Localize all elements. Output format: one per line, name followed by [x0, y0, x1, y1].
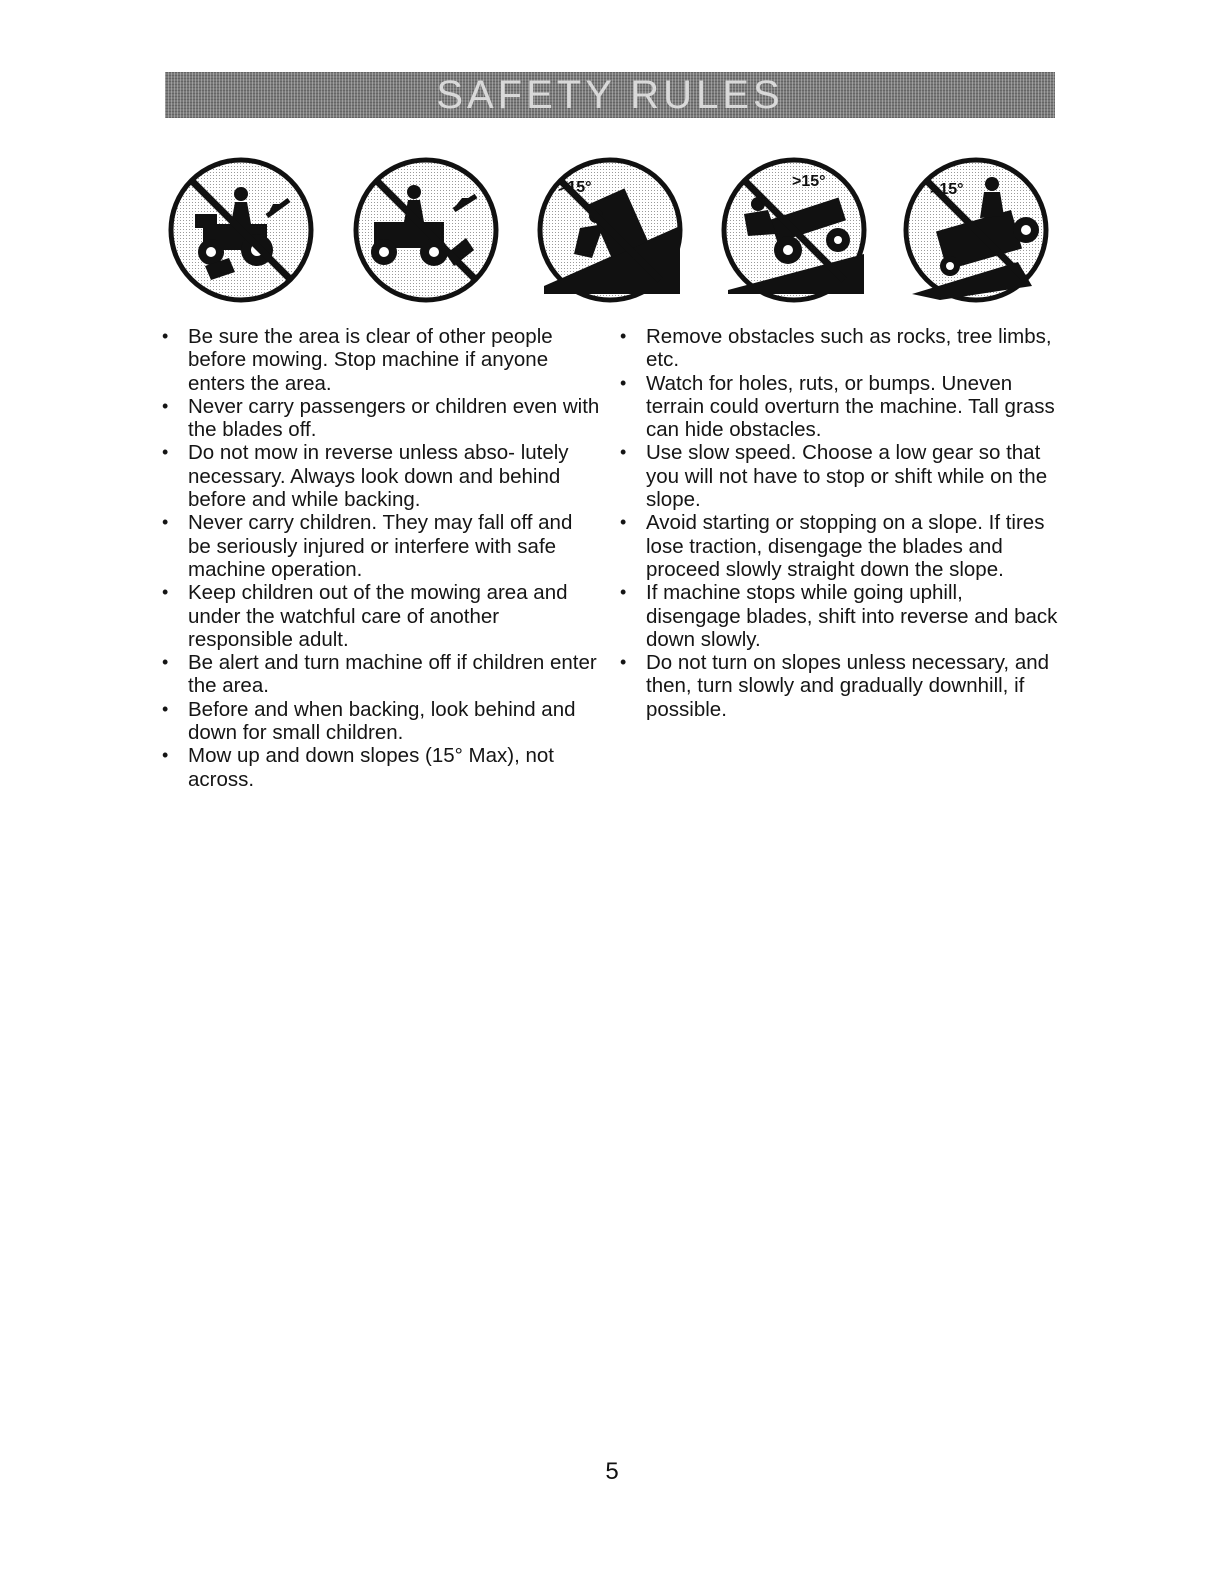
slope-15-icon [534, 154, 686, 306]
safety-icons-row [0, 140, 1224, 310]
slope-over-15-icon [718, 154, 870, 306]
rule-item: • Never carry children. They may fall off and be seriously injured or interfere with safe machine operation. [160, 511, 600, 581]
rule-item: • If machine stops while going uphill, disengage blades, shift into reverse and back down slowly. [618, 581, 1058, 651]
rule-item: • Do not mow in reverse unless abso- lutely necessary. Always look down and behind before and while backing. [160, 441, 600, 511]
rule-item: • Be sure the area is clear of other people before mowing. Stop machine if anyone enters the area. [160, 325, 600, 395]
rule-item: • Do not turn on slopes unless necessary, and then, turn slowly and gradually downhill, if possible. [618, 651, 1058, 721]
slope-tipping-icon [900, 154, 1052, 306]
section-banner [165, 72, 1055, 118]
no-passengers-icon [350, 154, 502, 306]
rule-item: • Keep children out of the mowing area and under the watchful care of another responsible adult. [160, 581, 600, 651]
rule-item: • Never carry passengers or children even with the blades off. [160, 395, 600, 442]
slope-15-label: >15° [558, 179, 592, 196]
rule-item: • Use slow speed. Choose a low gear so that you will not have to stop or shift while on the slope. [618, 441, 1058, 511]
section-title: SAFETY RULES [436, 72, 784, 117]
rule-item: • Be alert and turn machine off if children enter the area. [160, 651, 600, 698]
page-number: 5 [605, 1458, 619, 1485]
rule-item: • Avoid starting or stopping on a slope. If tires lose traction, disengage the blades and proceed slowly straight down the slope. [618, 511, 1058, 581]
rule-item: • Watch for holes, ruts, or bumps. Uneven terrain could overturn the machine. Tall grass can hide obstacles. [618, 372, 1058, 442]
rule-item: • Mow up and down slopes (15° Max), not across. [160, 744, 600, 791]
no-bystanders-icon [165, 154, 317, 306]
rule-item: • Before and when backing, look behind and down for small children. [160, 698, 600, 745]
right-rules-column [618, 325, 1058, 721]
slope-tipping-label: >15° [930, 181, 964, 198]
slope-over-15-label: >15° [792, 173, 826, 190]
rule-item: • Remove obstacles such as rocks, tree limbs, etc. [618, 325, 1058, 372]
left-rules-column [160, 325, 600, 791]
